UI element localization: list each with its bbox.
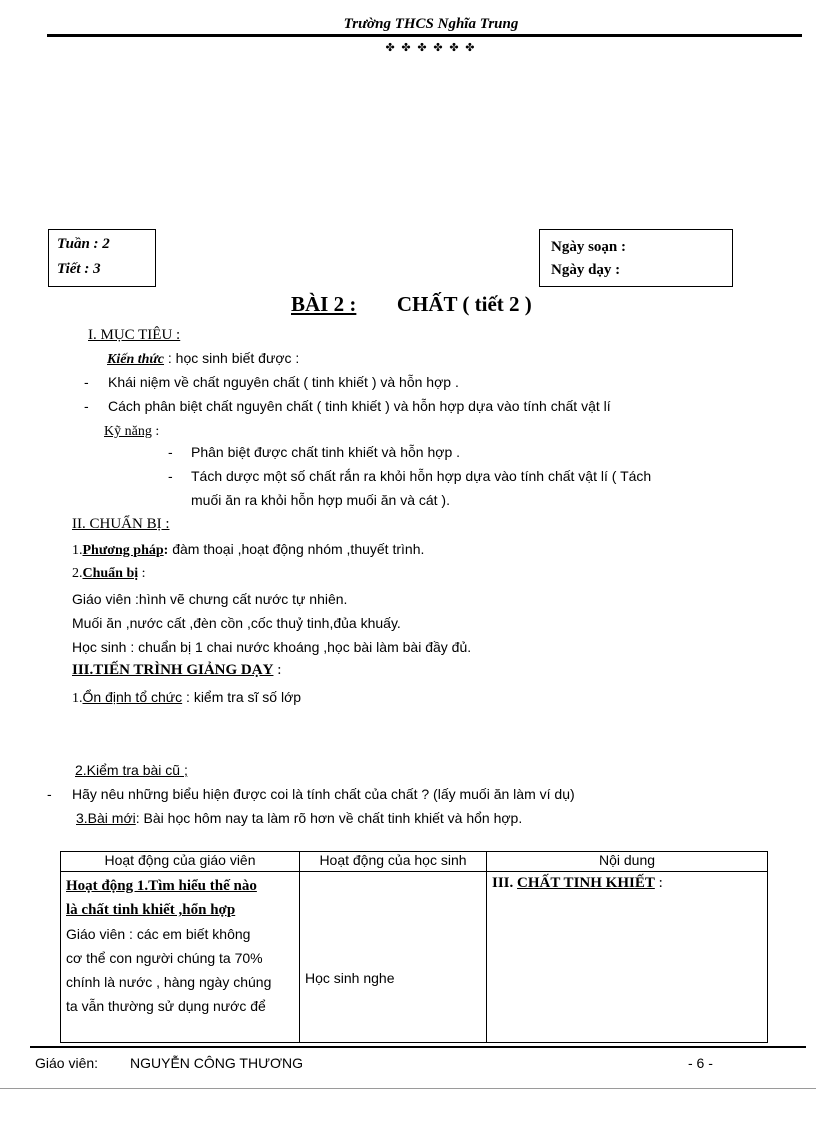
table-header-row: [61, 852, 768, 872]
prep-materials-line: Muối ăn ,nước cất ,đèn cồn ,cốc thuỷ tinh,đủa khuấy.: [72, 615, 401, 631]
content-cell: [487, 872, 768, 1043]
lesson-number: BÀI 2 :: [291, 292, 357, 316]
date-prepared-label: Ngày soạn :: [551, 239, 627, 255]
activity-title-line1: Hoạt động 1.Tìm hiểu thế nào: [66, 878, 257, 894]
knowledge-label: Kiến thức: [107, 352, 165, 367]
method-colon: :: [163, 543, 169, 558]
activity-title: [66, 874, 294, 922]
teacher-activity-text: [66, 922, 294, 1018]
method-line: [72, 541, 424, 559]
header-content: Nội dung: [487, 852, 768, 872]
table-row: [61, 872, 768, 1043]
skills-label: Kỹ năng: [104, 424, 152, 439]
date-taught-label: Ngày dạy :: [551, 262, 621, 278]
step2-question: Hãy nêu những biểu hiện được coi là tính chất của chất ? (lấy muối ăn làm ví dụ): [72, 786, 575, 802]
prep-teacher-line: Giáo viên :hình vẽ chưng cất nước tự nhiên.: [72, 591, 348, 607]
skills-line: [104, 424, 159, 440]
content-heading-colon: :: [654, 875, 663, 891]
teacher-line: ta vẫn thường sử dụng nước để: [66, 998, 266, 1014]
teacher-activity-cell: [61, 872, 300, 1043]
teacher-line: Giáo viên : các em biết không: [66, 926, 251, 942]
teacher-line: chính là nước , hàng ngày chúng: [66, 974, 272, 990]
skills-item-1: Phân biệt được chất tinh khiết và hỗn hợp .: [191, 444, 461, 460]
lesson-name: CHẤT ( tiết 2 ): [396, 292, 532, 316]
step3-label: 3.Bài mới: [76, 810, 136, 826]
prep-number: 2.: [72, 566, 83, 581]
procedure-heading-text: III.TIẾN TRÌNH GIẢNG DẠY: [72, 662, 274, 678]
skills-item-2-cont: muối ăn ra khỏi hỗn hợp muối ăn và cát ).: [191, 492, 450, 508]
list-bullet: -: [84, 374, 89, 390]
footer-teacher-name: NGUYỄN CÔNG THƯƠNG: [130, 1055, 304, 1071]
prep-label: Chuẩn bị: [82, 566, 139, 581]
objectives-heading: I. MỤC TIÊU :: [88, 327, 181, 343]
footer-teacher-label: Giáo viên:: [35, 1055, 99, 1071]
skills-item-2: Tách dược một số chất rắn ra khỏi hỗn hợp dựa vào tính chất vật lí ( Tách: [191, 468, 652, 484]
teacher-line: cơ thể con người chúng ta 70%: [66, 950, 263, 966]
prep-line: [72, 566, 146, 582]
method-text: đàm thoại ,hoạt động nhóm ,thuyết trình.: [168, 541, 425, 557]
method-number: 1.: [72, 543, 83, 558]
date-box: [539, 229, 733, 287]
list-bullet: -: [168, 444, 173, 460]
step3-text: : Bài học hôm nay ta làm rõ hơn về chất tinh khiết và hổn hợp.: [135, 810, 523, 826]
footer-rule: [30, 1046, 806, 1048]
method-label: Phương pháp: [82, 543, 164, 558]
student-activity-text: Học sinh nghe: [305, 970, 395, 986]
prep-student-line: Học sinh : chuẩn bị 1 chai nước khoáng ,học bài làm bài đầy đủ.: [72, 639, 472, 655]
skills-colon: :: [151, 424, 160, 439]
activity-title-line2: là chất tinh khiết ,hổn hợp: [66, 902, 236, 918]
procedure-heading-colon: :: [273, 662, 282, 678]
content-heading-text: CHẤT TINH KHIẾT: [517, 875, 655, 891]
header-school-name: Trường THCS Nghĩa Trung: [343, 16, 519, 32]
list-bullet: -: [168, 468, 173, 484]
knowledge-item-2: Cách phân biệt chất nguyên chất ( tinh khiết ) và hỗn hợp dựa vào tính chất vật lí: [108, 398, 611, 414]
step3-line: [76, 810, 522, 826]
header-teacher-activity: Hoạt động của giáo viên: [61, 852, 300, 872]
list-bullet: -: [84, 398, 89, 414]
list-bullet: -: [47, 786, 52, 802]
student-activity-cell: [300, 872, 487, 1043]
procedure-heading: [72, 662, 281, 679]
preparation-heading: II. CHUẨN BỊ :: [72, 516, 170, 532]
content-number: III.: [492, 875, 514, 891]
header-student-activity: Hoạt động của học sinh: [300, 852, 487, 872]
step1-line: [72, 689, 301, 707]
week-label: Tuần : 2: [57, 236, 110, 252]
header-ornament: ✤ ✤ ✤ ✤ ✤ ✤: [385, 42, 477, 54]
activity-table: [60, 851, 768, 1043]
prep-colon: :: [138, 566, 146, 581]
knowledge-item-1: Khái niệm về chất nguyên chất ( tinh khiết ) và hỗn hợp .: [108, 374, 459, 390]
step1-text: : kiểm tra sĩ số lớp: [182, 689, 302, 705]
knowledge-line: [107, 350, 299, 368]
step2-label: 2.Kiểm tra bài cũ ;: [75, 762, 188, 778]
step1-number: 1.: [72, 691, 83, 706]
lesson-title: [291, 292, 532, 317]
knowledge-intro: : học sinh biết được :: [164, 350, 300, 366]
content-heading: [492, 875, 762, 892]
step1-label: Ổn định tổ chức: [82, 689, 183, 705]
footer-page-number: - 6 -: [688, 1055, 713, 1071]
week-period-box: [48, 229, 156, 287]
period-label: Tiết : 3: [57, 261, 101, 277]
header-rule: [47, 34, 802, 37]
page-bottom-rule: [0, 1088, 816, 1089]
